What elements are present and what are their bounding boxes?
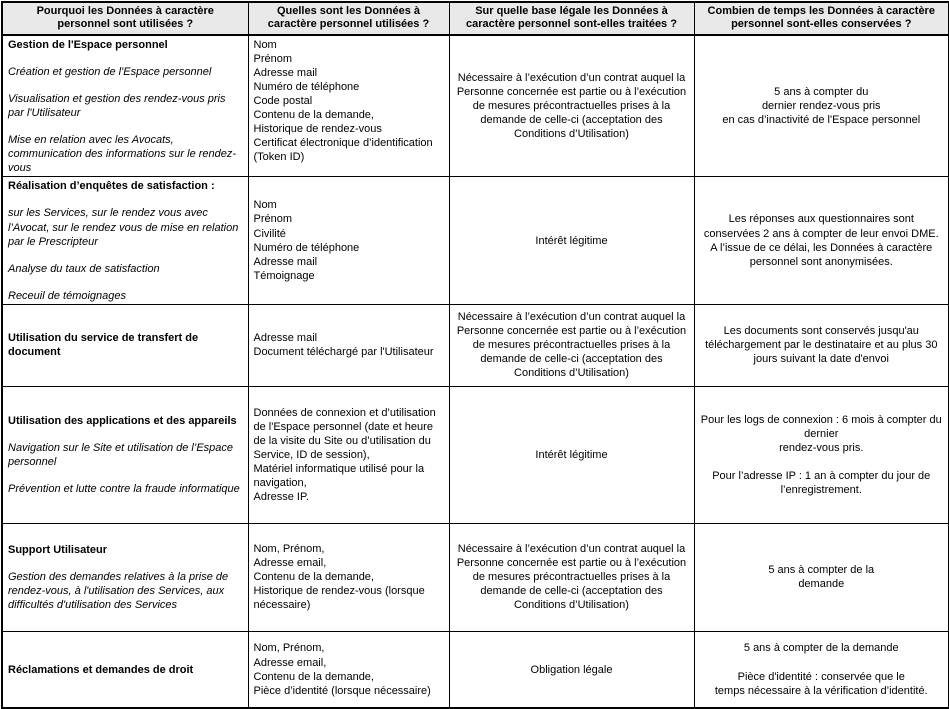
purpose-paragraph: Réclamations et demandes de droit [8, 663, 194, 676]
retention-line: rendez-vous pris. [779, 441, 864, 454]
data-used-item: Adresse email, [253, 656, 327, 669]
purpose-paragraph: Réalisation d’enquêtes de satisfaction : [8, 180, 215, 193]
data-used-cell [248, 304, 449, 386]
purpose-paragraph: Receuil de témoignages [8, 289, 127, 302]
data-used-item: Document téléchargé par l'Utilisateur [253, 346, 434, 359]
data-used-item: Pièce d’identité (lorsque nécessaire) [253, 684, 431, 697]
data-used-cell [248, 386, 449, 523]
retention-cell [694, 523, 949, 631]
data-used-item: Certificat électronique d’identification (Token ID) [253, 137, 433, 164]
data-used-cell [248, 631, 449, 708]
data-used-item: Nom [253, 199, 277, 212]
data-used-cell [248, 35, 449, 177]
data-used-cell [248, 523, 449, 631]
legal-basis-cell: Intérêt légitime [449, 386, 694, 523]
retention-cell [694, 177, 949, 304]
header-legal-basis: Sur quelle base légale les Données à caractère personnel sont-elles traitées ? [449, 2, 694, 35]
data-used-item: Matériel informatique utilisé pour la navigation, [253, 462, 425, 489]
table-row [2, 304, 949, 386]
purpose-cell [2, 386, 248, 523]
data-used-item: Adresse IP. [253, 491, 309, 504]
retention-line [700, 455, 944, 469]
table-header [2, 2, 949, 35]
purpose-paragraph: Prévention et lutte contre la fraude informatique [8, 482, 240, 495]
purpose-paragraph: Utilisation du service de transfert de document [8, 332, 199, 359]
purpose-cell [2, 35, 248, 177]
retention-line: 5 ans à compter du [774, 85, 869, 98]
purpose-paragraph: Gestion de l'Espace personnel [8, 38, 168, 51]
data-used-item: Données de connexion et d’utilisation de l'Espace personnel (date et heure de la visite du Site ou d’utilisation du Service, ID de session), [253, 406, 436, 461]
table-row [2, 523, 949, 631]
data-used-item: Contenu de la demande, [253, 670, 374, 683]
purpose-paragraph: Support Utilisateur [8, 543, 108, 556]
purpose-paragraph: Mise en relation avec les Avocats, communication des informations sur le rendez-vous [8, 134, 237, 175]
data-used-item: Nom, Prénom, [253, 642, 325, 655]
purpose-paragraph: Analyse du taux de satisfaction [8, 262, 160, 275]
data-used-item: Contenu de la demande, [253, 109, 374, 122]
retention-cell [694, 35, 949, 177]
retention-line: A l’issue de ce délai, les Données à caractère personnel sont anonymisées. [710, 241, 933, 268]
retention-cell [694, 631, 949, 708]
purpose-paragraph: Création et gestion de l'Espace personnel [8, 65, 212, 78]
header-data-used: Quelles sont les Données à caractère personnel utilisées ? [248, 2, 449, 35]
data-used-item: Numéro de téléphone [253, 81, 360, 94]
data-used-item: Nom [253, 38, 277, 51]
retention-line: Pour l’adresse IP : 1 an à compter du jour de l’enregistrement. [712, 469, 931, 496]
purpose-paragraph: Navigation sur le Site et utilisation de l’Espace personnel [8, 441, 234, 468]
data-used-item: Prénom [253, 213, 293, 226]
data-used-cell [248, 177, 449, 304]
table-row [2, 35, 949, 177]
retention-line: Pour les logs de connexion : 6 mois à compter du dernier [700, 413, 942, 440]
table-row [2, 631, 949, 708]
retention-line [700, 656, 944, 670]
retention-cell [694, 386, 949, 523]
purpose-cell [2, 631, 248, 708]
retention-line: demande [798, 578, 845, 591]
retention-cell [694, 304, 949, 386]
purpose-paragraph: Visualisation et gestion des rendez-vous pris par l'Utilisateur [8, 92, 226, 120]
legal-basis-cell: Nécessaire à l’exécution d’un contrat auquel la Personne concernée est partie ou à l’exécution de mesures précontractuelles prises à la demande de celle-ci (acceptation des Conditions d’Utilisation) [449, 304, 694, 386]
retention-line: en cas d’inactivité de l'Espace personnel [722, 114, 921, 127]
header-purpose: Pourquoi les Données à caractère personnel sont utilisées ? [2, 2, 248, 35]
data-used-item: Adresse mail [253, 66, 318, 79]
purpose-cell [2, 304, 248, 386]
purpose-cell [2, 523, 248, 631]
retention-line: 5 ans à compter de la [768, 564, 875, 577]
data-used-item: Nom, Prénom, [253, 543, 325, 556]
legal-basis-cell: Intérêt légitime [449, 177, 694, 304]
data-used-item: Contenu de la demande, [253, 571, 374, 584]
table-body [2, 35, 949, 709]
legal-basis-cell: Nécessaire à l’exécution d’un contrat auquel la Personne concernée est partie ou à l’exécution de mesures précontractuelles prises à la demande de celle-ci (acceptation des Conditions d’Utilisation) [449, 523, 694, 631]
header-retention: Combien de temps les Données à caractère personnel sont-elles conservées ? [694, 2, 949, 35]
table-row [2, 177, 949, 304]
retention-line: Les réponses aux questionnaires sont conservées 2 ans à compter de leur envoi DME. [703, 213, 939, 240]
data-used-item: Code postal [253, 95, 313, 108]
data-used-item: Historique de rendez-vous [253, 123, 382, 136]
purpose-paragraph: Utilisation des applications et des appareils [8, 414, 237, 427]
purpose-paragraph: Gestion des demandes relatives à la prise de rendez-vous, à l'utilisation des Services, aux difficultés d'utilisation des Services [8, 570, 229, 611]
retention-line: dernier rendez-vous pris [761, 100, 881, 113]
purpose-cell [2, 177, 248, 304]
data-used-item: Numéro de téléphone [253, 241, 360, 254]
legal-basis-cell: Obligation légale [449, 631, 694, 708]
purpose-paragraph: sur les Services, sur le rendez vous avec l’Avocat, sur le rendez vous de mise en relation par le Prescripteur [8, 207, 239, 248]
data-used-item: Historique de rendez-vous (lorsque nécessaire) [253, 585, 425, 612]
data-used-item: Adresse mail [253, 332, 318, 345]
retention-line: Pièce d'identité : conservée que le [737, 670, 905, 683]
table-row [2, 386, 949, 523]
legal-basis-cell: Nécessaire à l’exécution d’un contrat auquel la Personne concernée est partie ou à l’exécution de mesures précontractuelles prises à la demande de celle-ci (acceptation des Conditions d’Utilisation) [449, 35, 694, 177]
data-used-item: Prénom [253, 52, 293, 65]
data-used-item: Adresse mail [253, 255, 318, 268]
data-used-item: Témoignage [253, 269, 315, 282]
retention-line: Les documents sont conservés jusqu'au téléchargement par le destinataire et au plus 30 jours suivant la date d'envoi [705, 325, 938, 366]
retention-line: 5 ans à compter de la demande [743, 642, 899, 655]
header-row [2, 2, 949, 35]
data-used-item: Adresse email, [253, 557, 327, 570]
personal-data-table [1, 1, 949, 709]
data-used-item: Civilité [253, 227, 286, 240]
retention-line: temps nécessaire à la vérification d’identité. [714, 684, 928, 697]
